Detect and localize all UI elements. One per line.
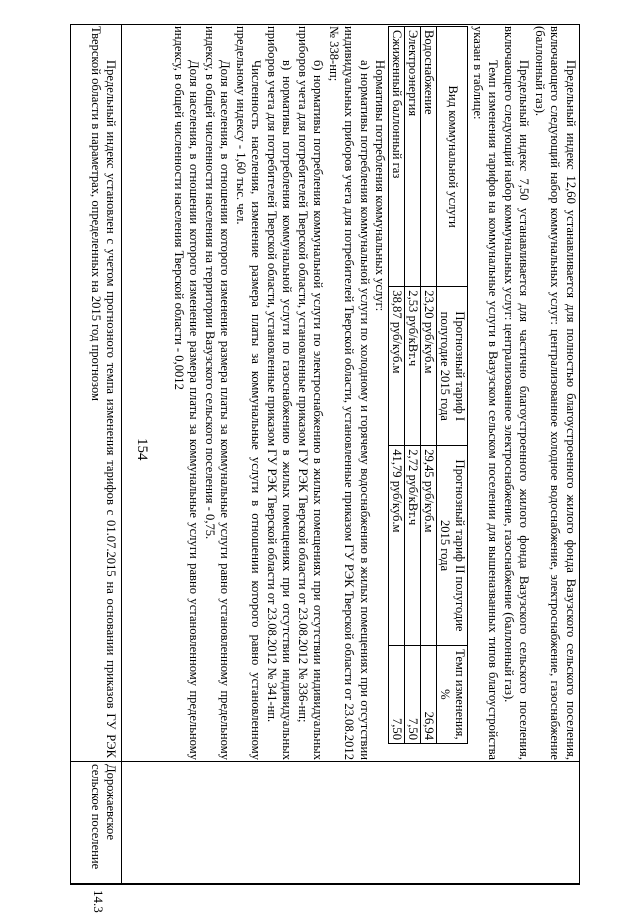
- table-cell: Электроэнергия: [405, 27, 421, 287]
- paragraph: Нормативы потребления коммунальных услуг:: [373, 60, 388, 312]
- table-row: [421, 27, 437, 744]
- table-row: [405, 27, 421, 744]
- column-divider-settlement: [70, 884, 580, 885]
- page-number: 154: [134, 438, 150, 461]
- paragraph: а) нормативы потребления коммунальной услуги по холодному и горячему водоснабжению в жилых помещениях при отсутствии индивидуальных приборов учета для потребителей Тверской области, установленные приказом ГУ РЭК Тверской области от 23.08.2012 № 338-нп;: [327, 26, 372, 760]
- table-cell: 38,87 руб/куб.м: [389, 287, 405, 446]
- table-cell: 23,20 руб/куб.м: [421, 287, 437, 446]
- table-header: Вид коммунальной услуги: [437, 27, 468, 287]
- paragraph: Доля населения, в отношении которого изменение размера платы за коммунальные услуги равно установленному предельному индексу, в общей численности населения на территории Вазузского сельского поселения - 0,75.: [203, 26, 233, 760]
- table-header: Прогнозный тариф II полугодие 2015 года: [437, 446, 468, 646]
- table-cell: Сжиженный баллонный газ: [389, 27, 405, 287]
- settlement-name: Дорожаевское сельское поселение: [89, 764, 118, 870]
- row-number: 14.3: [91, 890, 106, 913]
- paragraph: Численность населения, изменение размера платы за коммунальные услуги в отношении которого равно установленному предельному индексу - 1,60 тыс. чел.: [234, 26, 264, 760]
- table-cell: 41,79 руб/куб.м: [389, 446, 405, 646]
- table-cell: 29,45 руб/куб.м: [421, 446, 437, 646]
- table-cell: 7,50: [405, 645, 421, 743]
- table-cell: 2,53 руб/кВт.ч: [405, 287, 421, 446]
- row-divider: [121, 24, 122, 884]
- table-header: Темп изменения, %: [437, 645, 468, 743]
- table-cell: Водоснабжение: [421, 27, 437, 287]
- table-header: Прогнозный тариф I полугодие 2015 года: [437, 287, 468, 446]
- table-cell: 26,94: [421, 645, 437, 743]
- document-table: [70, 24, 580, 913]
- paragraph: Доля населения, в отношении которого изменение размера платы за коммунальные услуги равно установленному предельному индексу, в общей численности населения Тверской области - 0,0012: [172, 26, 202, 760]
- table-header-row: [437, 27, 468, 744]
- paragraph: Предельный индекс 12,60 устанавливается для полностью благоустроенного жилого фонда Вазузского сельского поселения, включающего следующий набор коммунальных услуг: централизованное холодное водоснабжение, электроснабжение, газоснабжение (баллонный газ).: [533, 26, 578, 760]
- table-cell: 2,72 руб/кВт.ч: [405, 446, 421, 646]
- paragraph: Темп изменения тарифов на коммунальные услуги в Вазузском сельском поселении для вышеназванных типов благоустройства указан в таблице:: [471, 26, 501, 760]
- paragraph: Предельный индекс установлен с учетом прогнозного темпа изменения тарифов с 01.07.2015 на основании приказов ГУ РЭК Тверской области в параметрах, определенных на 2015 год прогнозом: [89, 26, 118, 758]
- paragraph: в) нормативы потребления коммунальной услуги по газоснабжению в жилых помещениях при отсутствии индивидуальных приборов учета для потребителей Тверской области, установленные приказом ГУ РЭК Тверской области от 23.08.2012 № 341-нп.: [265, 26, 295, 760]
- tariff-table: [389, 26, 469, 744]
- paragraph: Предельный индекс 7,50 устанавливается для частично благоустроенного жилого фонда Вазузского сельского поселения, включающего следующий набор коммунальных услуг: централизованное электроснабжение, газоснабжение (баллонный газ).: [502, 26, 532, 760]
- table-cell: 7,50: [389, 645, 405, 743]
- table-row: [389, 27, 405, 744]
- content-cell: [171, 24, 581, 762]
- paragraph: б) нормативы потребления коммунальной услуги по электроснабжению в жилых помещениях при отсутствии индивидуальных приборов учета для потребителей Тверской области, установленные приказом ГУ РЭК Тверской области от 23.08.2012 № 336-нп;: [296, 26, 326, 760]
